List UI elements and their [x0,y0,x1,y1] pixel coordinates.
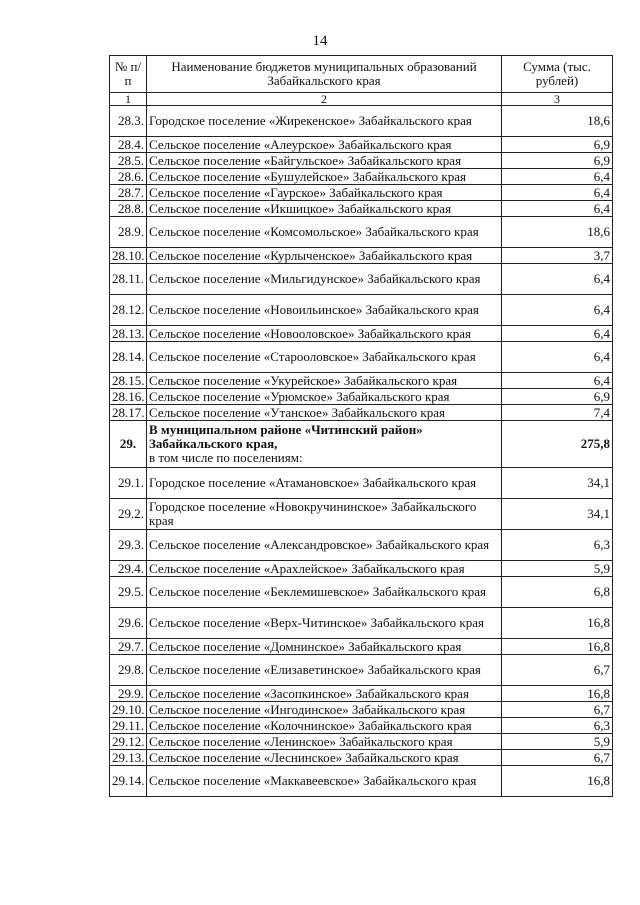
row-number: 28.7. [110,185,147,201]
index-1: 1 [110,93,147,106]
row-sum: 6,7 [502,750,613,766]
row-number: 28.4. [110,137,147,153]
table-row [110,499,613,530]
row-sum: 34,1 [502,499,613,530]
row-number: 29.6. [110,608,147,639]
table-row [110,295,613,326]
table-row [110,405,613,421]
row-sum: 6,4 [502,201,613,217]
table-row [110,185,613,201]
row-sum: 6,4 [502,169,613,185]
row-sum: 6,4 [502,326,613,342]
row-sum: 6,9 [502,153,613,169]
row-number: 29.12. [110,734,147,750]
budget-table [109,55,613,797]
table-row [110,686,613,702]
row-number: 28.6. [110,169,147,185]
row-number: 29.9. [110,686,147,702]
row-sum: 16,8 [502,686,613,702]
row-number: 28.12. [110,295,147,326]
row-name: Городское поселение «Жирекенское» Забайкальского края [147,106,502,137]
table-row [110,608,613,639]
row-name: Сельское поселение «Ингодинское» Забайкальского края [147,702,502,718]
row-sum: 6,3 [502,530,613,561]
header-number: № п/п [110,56,147,93]
row-number: 29.5. [110,577,147,608]
row-number: 28.5. [110,153,147,169]
row-name: Сельское поселение «Укурейское» Забайкальского края [147,373,502,389]
row-name: Сельское поселение «Верх-Читинское» Забайкальского края [147,608,502,639]
table-row [110,201,613,217]
row-sum: 6,4 [502,185,613,201]
table-row [110,106,613,137]
row-name: Сельское поселение «Маккавеевское» Забайкальского края [147,766,502,797]
page-number: 14 [312,33,328,49]
table-row [110,326,613,342]
row-name: Сельское поселение «Утанское» Забайкальского края [147,405,502,421]
row-sum: 6,4 [502,342,613,373]
row-name: Сельское поселение «Александровское» Забайкальского края [147,530,502,561]
table-row [110,655,613,686]
row-sum: 5,9 [502,734,613,750]
row-number: 29.2. [110,499,147,530]
table-row [110,217,613,248]
row-sum: 6,9 [502,137,613,153]
row-number: 28.11. [110,264,147,295]
row-number: 29.1. [110,468,147,499]
table-row [110,468,613,499]
row-sum: 6,7 [502,655,613,686]
row-number: 28.3. [110,106,147,137]
row-sum: 6,3 [502,718,613,734]
header-sum: Сумма (тыс. рублей) [502,56,613,93]
row-number: 29.7. [110,639,147,655]
table-row [110,153,613,169]
row-name: Сельское поселение «Арахлейское» Забайкальского края [147,561,502,577]
row-name-rest: в том числе по поселениям: [149,450,303,465]
row-number: 28.8. [110,201,147,217]
row-sum: 3,7 [502,248,613,264]
row-name: Сельское поселение «Ленинское» Забайкальского края [147,734,502,750]
row-name: Сельское поселение «Колочнинское» Забайкальского края [147,718,502,734]
row-number: 29.14. [110,766,147,797]
row-name: Сельское поселение «Комсомольское» Забайкальского края [147,217,502,248]
row-number: 28.10. [110,248,147,264]
table-row [110,766,613,797]
row-name: Сельское поселение «Байгульское» Забайкальского края [147,153,502,169]
row-name: Сельское поселение «Бушулейское» Забайкальского края [147,169,502,185]
row-sum: 16,8 [502,639,613,655]
index-2: 2 [147,93,502,106]
row-sum: 275,8 [502,421,613,468]
row-number: 28.15. [110,373,147,389]
row-sum: 6,4 [502,373,613,389]
table-row [110,421,613,468]
index-3: 3 [502,93,613,106]
table-row [110,750,613,766]
table-row [110,530,613,561]
row-name: Сельское поселение «Урюмское» Забайкальского края [147,389,502,405]
row-name: Сельское поселение «Алеурское» Забайкальского края [147,137,502,153]
row-name: Городское поселение «Новокручининское» Забайкальского края [147,499,502,530]
row-number: 28.9. [110,217,147,248]
row-number: 29.13. [110,750,147,766]
header-name: Наименование бюджетов муниципальных образований Забайкальского края [147,56,502,93]
table-row [110,373,613,389]
row-name: Сельское поселение «Мильгидунское» Забайкальского края [147,264,502,295]
table-row [110,264,613,295]
row-name: Сельское поселение «Курлыченское» Забайкальского края [147,248,502,264]
row-sum: 18,6 [502,106,613,137]
row-name: Сельское поселение «Беклемишевское» Забайкальского края [147,577,502,608]
row-number: 29.10. [110,702,147,718]
row-number: 28.13. [110,326,147,342]
row-name: Сельское поселение «Новоильинское» Забайкальского края [147,295,502,326]
table-row [110,639,613,655]
row-number: 29.3. [110,530,147,561]
table-row [110,702,613,718]
row-name-bold: В муниципальном районе «Читинский район» Забайкальского края, [149,422,423,451]
row-number: 29.11. [110,718,147,734]
row-name: Сельское поселение «Леснинское» Забайкальского края [147,750,502,766]
table-row [110,342,613,373]
row-name [147,421,502,468]
table-row [110,734,613,750]
row-name: Сельское поселение «Елизаветинское» Забайкальского края [147,655,502,686]
row-name: Сельское поселение «Засопкинское» Забайкальского края [147,686,502,702]
row-name: Сельское поселение «Икшицкое» Забайкальского края [147,201,502,217]
row-number: 28.14. [110,342,147,373]
table-header-row [110,56,613,93]
table-row [110,169,613,185]
row-number: 29. [110,421,147,468]
row-name: Сельское поселение «Старооловское» Забайкальского края [147,342,502,373]
row-sum: 16,8 [502,608,613,639]
table-row [110,137,613,153]
row-number: 29.8. [110,655,147,686]
row-sum: 18,6 [502,217,613,248]
row-sum: 7,4 [502,405,613,421]
row-name: Сельское поселение «Гаурское» Забайкальского края [147,185,502,201]
table-row [110,248,613,264]
row-number: 29.4. [110,561,147,577]
table-index-row [110,93,613,106]
row-number: 28.17. [110,405,147,421]
table-row [110,561,613,577]
row-sum: 6,7 [502,702,613,718]
row-sum: 6,8 [502,577,613,608]
row-sum: 5,9 [502,561,613,577]
row-sum: 6,9 [502,389,613,405]
table-row [110,577,613,608]
row-number: 28.16. [110,389,147,405]
row-sum: 16,8 [502,766,613,797]
row-name: Сельское поселение «Новооловское» Забайкальского края [147,326,502,342]
row-name: Городское поселение «Атамановское» Забайкальского края [147,468,502,499]
table-row [110,718,613,734]
table-body [110,106,613,797]
row-name: Сельское поселение «Домнинское» Забайкальского края [147,639,502,655]
row-sum: 6,4 [502,264,613,295]
row-sum: 6,4 [502,295,613,326]
table-row [110,389,613,405]
row-sum: 34,1 [502,468,613,499]
